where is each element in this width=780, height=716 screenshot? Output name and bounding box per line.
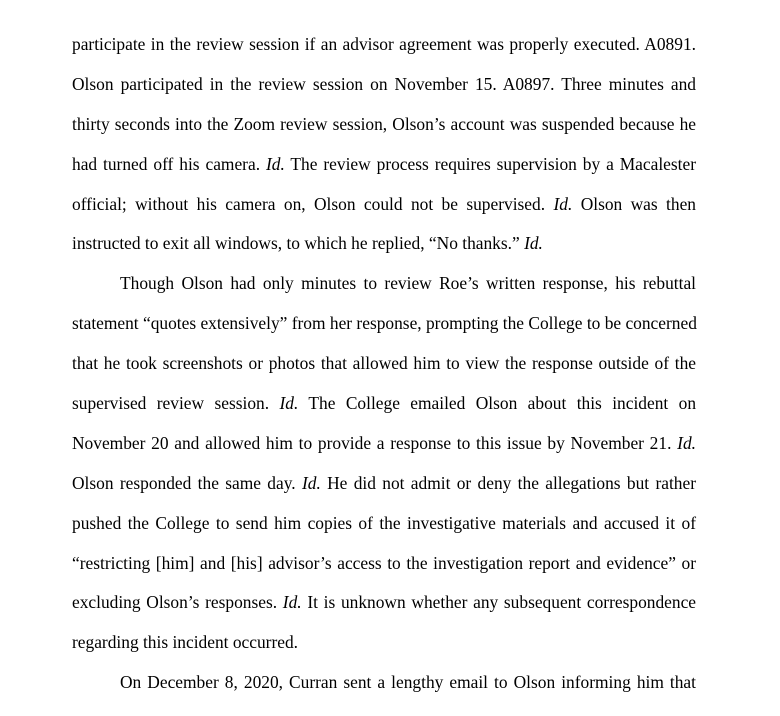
body-text: excluding Olson’s responses. — [72, 592, 283, 613]
body-text: Olson responded the same day. — [72, 472, 302, 493]
text-line — [72, 73, 696, 113]
text-line — [72, 33, 696, 73]
body-text: November 20 and allowed him to provide a response to this issue by November 21. — [72, 432, 678, 453]
body-text: Olson was then — [572, 193, 696, 214]
body-text: It is unknown whether any subsequent correspondence — [301, 592, 697, 613]
text-line — [72, 472, 696, 512]
body-text: Though Olson had only minutes to review Roe’s written response, his rebuttal — [120, 273, 696, 294]
text-line — [72, 552, 696, 592]
body-text: pushed the College to send him copies of the investigative materials and accused it of — [72, 512, 696, 533]
text-line — [72, 113, 696, 153]
body-text: supervised review session. — [72, 393, 280, 414]
text-line — [72, 193, 696, 233]
citation-text: Id. — [282, 592, 302, 613]
body-text: The review process requires supervision by a Macalester — [284, 153, 696, 174]
body-text: The College emailed Olson about this incident on — [298, 393, 697, 414]
text-line — [72, 631, 696, 671]
body-text: Olson participated in the review session on November 15. A0897. Three minutes and — [72, 73, 696, 94]
document-page — [72, 33, 696, 711]
body-text: statement “quotes extensively” from her response, prompting the College to be concerned — [72, 313, 697, 334]
text-line — [72, 591, 696, 631]
body-text: On December 8, 2020, Curran sent a lengthy email to Olson informing him that — [120, 672, 696, 693]
citation-text: Id. — [265, 153, 285, 174]
citation-text: Id. — [301, 472, 321, 493]
text-line — [72, 232, 696, 272]
citation-text: Id. — [553, 193, 573, 214]
body-text: He did not admit or deny the allegations but rather — [320, 472, 696, 493]
body-text: had turned off his camera. — [72, 153, 266, 174]
text-line — [72, 671, 696, 711]
text-line — [72, 432, 696, 472]
text-line — [72, 512, 696, 552]
citation-text: Id. — [524, 233, 543, 254]
text-line — [72, 272, 696, 312]
text-line — [72, 352, 696, 392]
text-line — [72, 153, 696, 193]
text-line — [72, 312, 696, 352]
citation-text: Id. — [677, 432, 696, 453]
body-text: “restricting [him] and [his] advisor’s access to the investigation report and evidence” or — [72, 552, 696, 573]
body-text: regarding this incident occurred. — [72, 632, 298, 653]
body-text: that he took screenshots or photos that allowed him to view the response outside of the — [72, 353, 696, 374]
body-text: thirty seconds into the Zoom review session, Olson’s account was suspended because he — [72, 113, 696, 134]
body-text: participate in the review session if an advisor agreement was properly executed. A0891. — [72, 34, 696, 54]
citation-text: Id. — [279, 393, 299, 414]
body-text: official; without his camera on, Olson could not be supervised. — [72, 193, 554, 214]
text-line — [72, 392, 696, 432]
body-text: instructed to exit all windows, to which he replied, “No thanks.” — [72, 233, 525, 254]
